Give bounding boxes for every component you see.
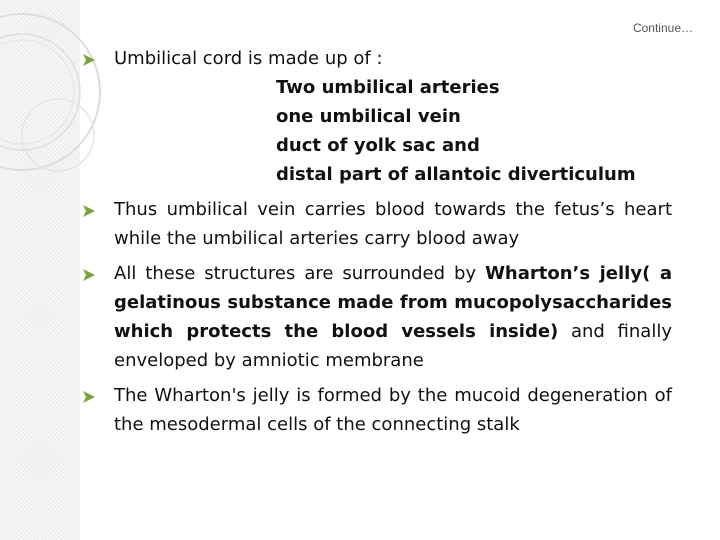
arrow-bullet-icon	[82, 204, 96, 218]
sub-item: distal part of allantoic diverticulum	[276, 164, 636, 185]
continue-label: Continue…	[632, 21, 693, 35]
bullet-text: The Wharton's jelly is formed by the mucoid degeneration of the mesodermal cells of the connecting stalk	[114, 385, 672, 435]
bullet-text: All these structures are surrounded by	[114, 263, 486, 284]
bullet-text: Thus umbilical vein carries blood towards the fetus’s heart while the umbilical arteries carry blood away	[114, 199, 672, 249]
arrow-bullet-icon	[82, 390, 96, 404]
bullet-text: and finally enveloped by amniotic membrane	[114, 321, 672, 371]
bullet-item	[82, 44, 672, 73]
bullet-item	[82, 195, 672, 253]
slide-content	[82, 44, 672, 439]
sub-item: one umbilical vein	[276, 106, 461, 127]
bullet-text: Umbilical cord is made up of :	[114, 48, 383, 69]
bold-definition: Wharton’s jelly( a gelatinous substance made from mucopolysaccharides which protects the blood vessels inside)	[114, 263, 672, 342]
sub-item: duct of yolk sac and	[276, 135, 480, 156]
bullet-item	[82, 259, 672, 375]
bullet-item	[82, 381, 672, 439]
sub-item: Two umbilical arteries	[276, 77, 500, 98]
arrow-bullet-icon	[82, 53, 96, 67]
arrow-bullet-icon	[82, 268, 96, 282]
